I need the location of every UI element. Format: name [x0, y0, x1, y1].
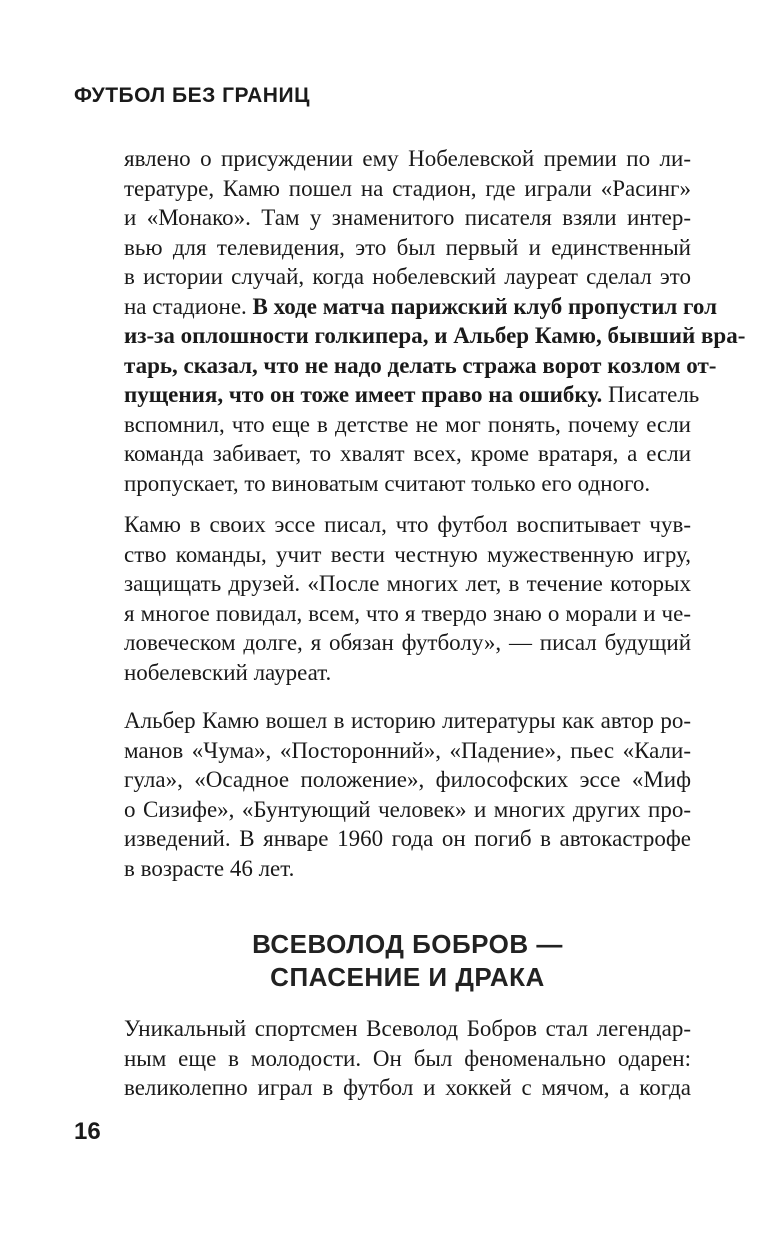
text-line: Камю в своих эссе писал, что футбол воспитывает чув- [124, 512, 691, 537]
text-line: пропускает, то виноватым считают только его одного. [124, 470, 651, 496]
text-line: гула», «Осадное положение», философских эссе «Миф [124, 767, 691, 792]
text-line [124, 380, 700, 410]
text-line: вспомнил, что еще в детстве не мог понять, почему если [124, 411, 691, 437]
paragraph-bobrov [124, 1014, 691, 1103]
text-line: в возрасте 46 лет. [124, 855, 295, 881]
text-line: тературе, Камю пошел на стадион, где играли «Расинг» [124, 175, 691, 201]
text-line: Уникальный спортсмен Всеволод Бобров стал легендар- [124, 1016, 691, 1041]
text-line: манов «Чума», «Посторонний», «Падение», пьес «Кали- [124, 737, 691, 763]
section-heading [124, 928, 691, 994]
text-line: ным еще в молодости. Он был феноменально одарен: [124, 1045, 691, 1071]
plain-text: Писатель [602, 382, 700, 407]
text-line: ловеческом долге, я обязан футболу», — писал будущий [124, 630, 691, 655]
bold-text-line: тарь, сказал, что не надо делать стража ворот козлом от- [124, 352, 717, 378]
text-line: ство команды, учит вести честную мужественную игру, [124, 541, 691, 567]
text-line: и «Монако». Там у знаменитого писателя взяли интер- [124, 205, 691, 230]
text-line: изведений. В январе 1960 года он погиб в автокастрофе [124, 826, 691, 851]
bold-text: пущения, что он тоже имеет право на ошибку. [124, 382, 603, 407]
bold-text: В ходе матча парижский клуб пропустил гол [252, 293, 717, 319]
section-heading-line: ВСЕВОЛОД БОБРОВ — [252, 929, 563, 959]
bold-text-line: из-за оплошности голкипера, и Альбер Камю, бывший вра- [124, 323, 746, 348]
text-line: я многое повидал, всем, что я твердо знаю о морали и че- [124, 600, 691, 626]
text-line [124, 292, 717, 322]
text-line: защищать друзей. «После многих лет, в течение которых [124, 571, 691, 596]
text-line: великолепно играл в футбол и хоккей с мячом, а когда [124, 1075, 691, 1100]
text-line: Альбер Камю вошел в историю литературы как автор ро- [124, 708, 691, 733]
paragraph-camus-essays [124, 510, 691, 687]
paragraph-camus-stadium [124, 144, 746, 498]
text-line: о Сизифе», «Бунтующий человек» и многих других про- [124, 796, 691, 822]
text-line: вью для телевидения, это был первый и единственный [124, 234, 691, 260]
text-line: команда забивает, то хвалят всех, кроме вратаря, а если [124, 441, 691, 466]
text-line: нобелевский лауреат. [124, 659, 332, 685]
page-number: 16 [74, 1118, 101, 1145]
plain-text: на стадионе. [124, 293, 253, 319]
section-heading-line: СПАСЕНИЕ И ДРАКА [270, 962, 545, 992]
running-head: ФУТБОЛ БЕЗ ГРАНИЦ [74, 84, 310, 107]
text-line: явлено о присуждении ему Нобелевской премии по ли- [124, 146, 691, 171]
paragraph-camus-works [124, 706, 691, 883]
text-line: в истории случай, когда нобелевский лауреат сделал это [124, 264, 691, 289]
